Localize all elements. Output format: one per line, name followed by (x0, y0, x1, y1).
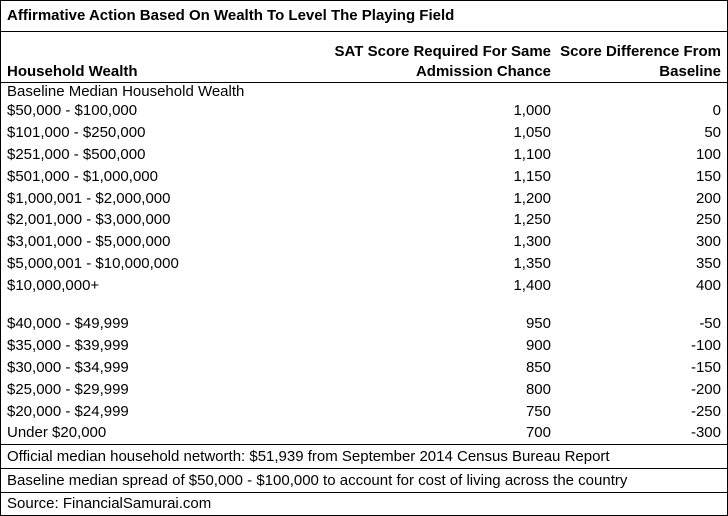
cell-score-diff: 100 (695, 145, 721, 163)
cell-sat-score: 1,350 (513, 255, 551, 273)
cell-household-wealth: $5,000,001 - $10,000,000 (7, 255, 179, 273)
table-row (1, 144, 727, 166)
cell-sat-score: 1,150 (513, 167, 551, 185)
cell-household-wealth: $40,000 - $49,999 (7, 315, 129, 333)
table-row (1, 275, 727, 297)
cell-score-diff: 250 (695, 211, 721, 229)
cell-sat-score: 1,100 (513, 145, 551, 163)
cell-sat-score: 850 (525, 358, 551, 376)
header-diff-line2: Baseline (659, 63, 721, 80)
cell-household-wealth: $20,000 - $24,999 (7, 402, 129, 420)
cell-score-diff: 350 (695, 255, 721, 273)
cell-household-wealth: $35,000 - $39,999 (7, 336, 129, 354)
cell-score-diff: -50 (699, 315, 721, 333)
header-sat-line1: SAT Score Required For Same (334, 43, 551, 60)
table-row (1, 253, 727, 275)
table-row (1, 422, 727, 444)
table-row (1, 122, 727, 144)
cell-sat-score: 950 (525, 315, 551, 333)
cell-score-diff: 400 (695, 277, 721, 295)
lower-rows (1, 313, 727, 444)
cell-sat-score: 1,050 (513, 123, 551, 141)
cell-score-diff: -300 (690, 424, 721, 442)
cell-score-diff: -150 (690, 358, 721, 376)
cell-score-diff: 50 (704, 123, 721, 141)
footnote-baseline: Baseline median spread of $50,000 - $100,000 to account for cost of living across the country (1, 468, 727, 492)
upper-rows (1, 100, 727, 297)
cell-sat-score: 1,000 (513, 102, 551, 119)
cell-sat-score: 1,250 (513, 211, 551, 229)
cell-sat-score: 900 (525, 336, 551, 354)
table-row (1, 231, 727, 253)
cell-household-wealth: $251,000 - $500,000 (7, 145, 146, 163)
header-sat-score (335, 42, 551, 82)
cell-household-wealth: $501,000 - $1,000,000 (7, 167, 158, 185)
cell-sat-score: 1,200 (513, 189, 551, 207)
cell-sat-score: 1,300 (513, 233, 551, 251)
header-sat-line2: Admission Chance (415, 63, 551, 80)
cell-household-wealth: $50,000 - $100,000 (7, 102, 138, 119)
table-row (1, 401, 727, 423)
cell-score-diff: 300 (695, 233, 721, 251)
cell-score-diff: -200 (690, 380, 721, 398)
table-row (1, 335, 727, 357)
table-row (1, 209, 727, 231)
table-row (1, 188, 727, 210)
header-score-diff (560, 42, 721, 82)
cell-sat-score: 1,400 (513, 277, 551, 295)
cell-household-wealth: $25,000 - $29,999 (7, 380, 129, 398)
cell-household-wealth: $30,000 - $34,999 (7, 358, 129, 376)
table-header (1, 32, 727, 83)
header-household-wealth: Household Wealth (7, 63, 138, 80)
cell-score-diff: -250 (690, 402, 721, 420)
table-row (1, 313, 727, 335)
table-title: Affirmative Action Based On Wealth To Level The Playing Field (1, 1, 727, 32)
table-row (1, 379, 727, 401)
cell-household-wealth: Under $20,000 (7, 424, 107, 442)
footnote-source: Source: FinancialSamurai.com (1, 492, 727, 515)
row-spacer (1, 297, 727, 313)
table-row (1, 166, 727, 188)
cell-household-wealth: $10,000,000+ (7, 277, 100, 295)
cell-sat-score: 800 (525, 380, 551, 398)
footnote-census: Official median household networth: $51,939 from September 2014 Census Bureau Report (1, 444, 727, 468)
table-row (1, 357, 727, 379)
cell-household-wealth: $3,001,000 - $5,000,000 (7, 233, 171, 251)
cell-household-wealth: $101,000 - $250,000 (7, 123, 146, 141)
cell-sat-score: 750 (525, 402, 551, 420)
table-row (1, 100, 727, 122)
header-diff-line1: Score Difference From (560, 43, 721, 60)
cell-score-diff: -100 (690, 336, 721, 354)
cell-household-wealth: $1,000,001 - $2,000,000 (7, 189, 171, 207)
cell-sat-score: 700 (525, 424, 551, 442)
baseline-label: Baseline Median Household Wealth (7, 83, 245, 100)
cell-score-diff: 0 (712, 102, 721, 119)
cell-household-wealth: $2,001,000 - $3,000,000 (7, 211, 171, 229)
cell-score-diff: 200 (695, 189, 721, 207)
cell-score-diff: 150 (695, 167, 721, 185)
